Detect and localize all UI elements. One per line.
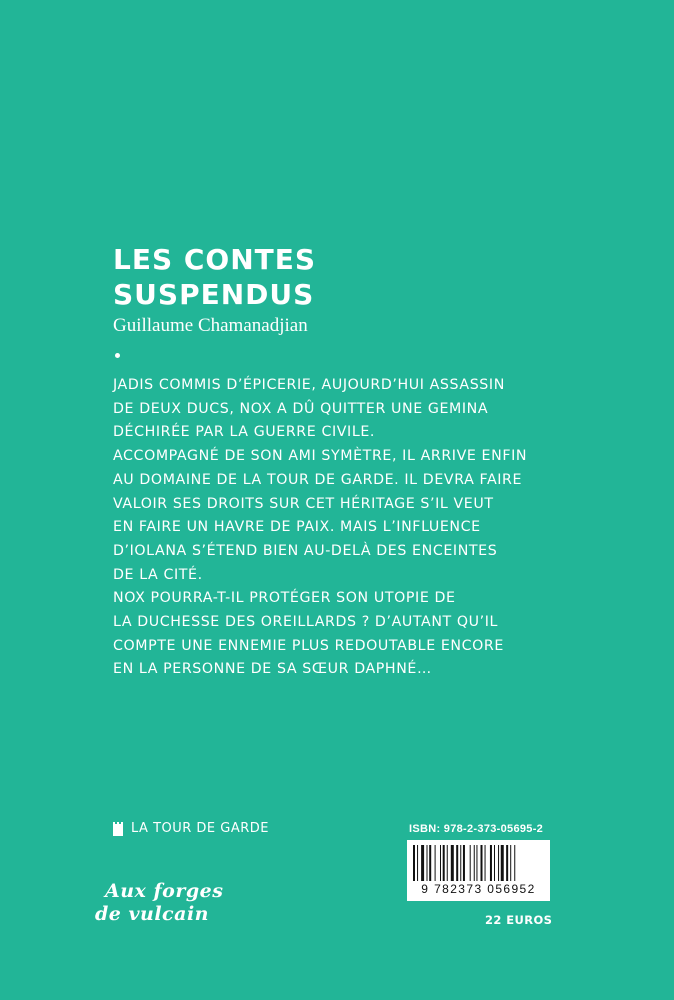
blurb-line: DE DEUX DUCS, NOX A DÛ QUITTER UNE GEMINA <box>113 400 489 417</box>
author-name: Guillaume Chamanadjian <box>113 315 308 336</box>
barcode-bar <box>447 845 448 881</box>
blurb-line: AU DOMAINE DE LA TOUR DE GARDE. IL DEVRA FAIRE <box>113 471 523 488</box>
barcode-bar <box>510 845 511 881</box>
book-title <box>113 242 316 312</box>
barcode-bar <box>421 845 424 881</box>
publisher-logo-line-1: Aux forges <box>105 880 224 902</box>
barcode-bar <box>456 845 458 881</box>
barcode-bar <box>485 845 486 881</box>
barcode-bar <box>413 845 415 881</box>
blurb-text <box>113 374 573 682</box>
barcode-bar <box>481 845 483 881</box>
barcode-bar <box>494 845 495 881</box>
barcode-bar <box>470 845 471 881</box>
barcode-bar <box>429 845 431 881</box>
barcode-bar <box>435 845 436 881</box>
blurb-line: EN LA PERSONNE DE SA SŒUR DAPHNÉ… <box>113 661 432 678</box>
bullet-divider <box>115 353 120 358</box>
barcode-bar <box>440 845 441 881</box>
isbn-label: ISBN: 978-2-373-05695-2 <box>409 823 544 835</box>
barcode-bar <box>476 845 477 881</box>
barcode-bar <box>498 845 499 881</box>
blurb-line: D’IOLANA S’ÉTEND BIEN AU-DELÀ DES ENCEINTES <box>113 542 498 559</box>
barcode-bar <box>463 845 465 881</box>
barcode-bar <box>501 845 504 881</box>
blurb-line: NOX POURRA-T-IL PROTÉGER SON UTOPIE DE <box>113 590 456 607</box>
blurb-line: JADIS COMMIS D’ÉPICERIE, AUJOURD’HUI ASSASSIN <box>113 377 505 393</box>
tower-icon <box>113 822 123 836</box>
blurb-line: EN FAIRE UN HAVRE DE PAIX. MAIS L’INFLUENCE <box>113 519 481 536</box>
price-label: 22 EUROS <box>485 913 553 927</box>
barcode-bar <box>490 845 492 881</box>
barcode-bar <box>427 845 428 881</box>
barcode <box>407 840 550 901</box>
barcode-bar <box>474 845 475 881</box>
blurb-line: DÉCHIRÉE PAR LA GUERRE CIVILE. <box>113 424 375 441</box>
publisher-logo-line-2: de vulcain <box>95 903 209 925</box>
publisher-logo <box>95 878 255 934</box>
barcode-bar <box>514 845 515 881</box>
barcode-bar <box>417 845 418 881</box>
barcode-bar <box>451 845 454 881</box>
blurb-line: LA DUCHESSE DES OREILLARDS ? D’AUTANT QU’IL <box>113 614 499 631</box>
barcode-bars <box>413 845 544 881</box>
title-line-1: LES CONTES <box>113 243 317 276</box>
blurb-line: DE LA CITÉ. <box>113 566 203 583</box>
collection-name: LA TOUR DE GARDE <box>131 821 269 836</box>
barcode-bar <box>460 845 461 881</box>
barcode-bar <box>443 845 445 881</box>
blurb-line: ACCOMPAGNÉ DE SON AMI SYMÈTRE, IL ARRIVE ENFIN <box>113 448 528 465</box>
blurb-line: VALOIR SES DROITS SUR CET HÉRITAGE S’IL VEUT <box>113 495 494 512</box>
title-line-2: SUSPENDUS <box>113 278 315 311</box>
barcode-digits: 9 782373 056952 <box>421 882 536 896</box>
collection-label <box>113 821 269 836</box>
barcode-bar <box>506 845 508 881</box>
blurb-line: COMPTE UNE ENNEMIE PLUS REDOUTABLE ENCORE <box>113 637 504 654</box>
